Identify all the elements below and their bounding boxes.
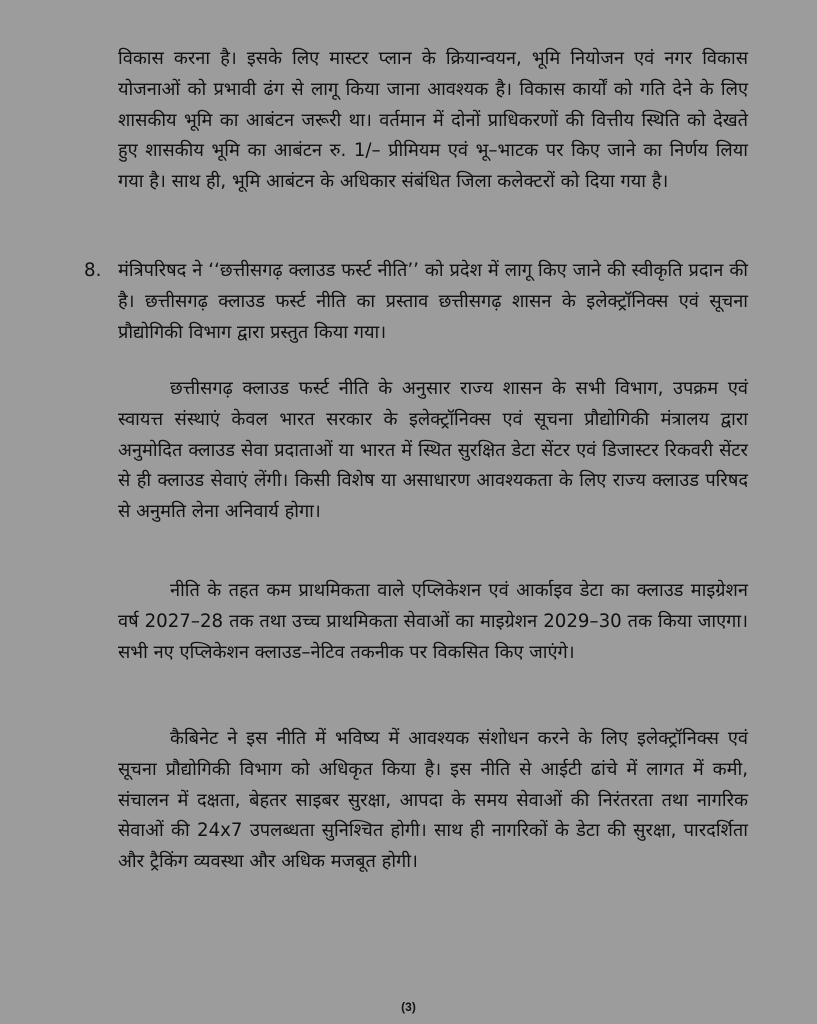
paragraph-migration-timeline: नीति के तहत कम प्राथमिकता वाले एप्लिकेशन एवं आर्काइव डेटा का क्लाउड माइग्रेशन वर्ष 2027–28 तक तथा उच्च प्राथमिकता सेवाओं का माइग्रेशन 2029–30 तक किया जाएगा। सभी नए एप्लिकेशन क्लाउड–नेटिव तकनीक पर विकसित किए जाएंगे। [118, 580, 748, 663]
paragraph-land-allotment: विकास करना है। इसके लिए मास्टर प्लान के क्रियान्वयन, भूमि नियोजन एवं नगर विकास योजनाओं को प्रभावी ढंग से लागू किया जाना आवश्यक है। विकास कार्यों को गति देने के लिए शासकीय भूमि का आबंटन जरूरी था। वर्तमान में दोनों प्राधिकरणों की वित्तीय स्थिति को देखते हुए शासकीय भूमि का आबंटन रु. 1/– प्रीमियम एवं भू–भाटक पर किए जाने का निर्णय लिया गया है। साथ ही, भूमि आबंटन के अधिकार संबंधित जिला कलेक्टरों को दिया गया है। [118, 48, 748, 193]
paragraph-cabinet-authorization: कैबिनेट ने इस नीति में भविष्य में आवश्यक संशोधन करने के लिए इलेक्ट्रॉनिक्स एवं सूचना प्रौद्योगिकी विभाग को अधिकृत किया है। इस नीति से आईटी ढांचे में लागत में कमी, संचालन में दक्षता, बेहतर साइबर सुरक्षा, आपदा के समय सेवाओं की निरंतरता तथा नागरिक सेवाओं की 24x7 उपलब्धता सुनिश्चित होगी। साथ ही नागरिकों के डेटा की सुरक्षा, पारदर्शिता और ट्रैकिंग व्यवस्था और अधिक मजबूत होगी। [118, 728, 748, 873]
paragraph-cloud-services: छत्तीसगढ़ क्लाउड फर्स्ट नीति के अनुसार राज्य शासन के सभी विभाग, उपक्रम एवं स्वायत्त संस्थाएं केवल भारत सरकार के इलेक्ट्रॉनिक्स एवं सूचना प्रौद्योगिकी मंत्रालय द्वारा अनुमोदित क्लाउड सेवा प्रदाताओं या भारत में स्थित सुरक्षित डेटा सेंटर एवं डिजास्टर रिकवरी सेंटर से ही क्लाउड सेवाएं लेंगी। किसी विशेष या असाधारण आवश्यकता के लिए राज्य क्लाउड परिषद से अनुमति लेना अनिवार्य होगा। [118, 378, 748, 523]
paragraph-cloud-first-approval: मंत्रिपरिषद ने ‘‘छत्तीसगढ़ क्लाउड फर्स्ट नीति’’ को प्रदेश में लागू किए जाने की स्वीकृति प्रदान की है। छत्तीसगढ़ क्लाउड फर्स्ट नीति का प्रस्ताव छत्तीसगढ़ शासन के इलेक्ट्रॉनिक्स एवं सूचना प्रौद्योगिकी विभाग द्वारा प्रस्तुत किया गया। [118, 260, 748, 343]
page-number: (3) [401, 1000, 416, 1014]
item-number: 8. [84, 260, 102, 281]
